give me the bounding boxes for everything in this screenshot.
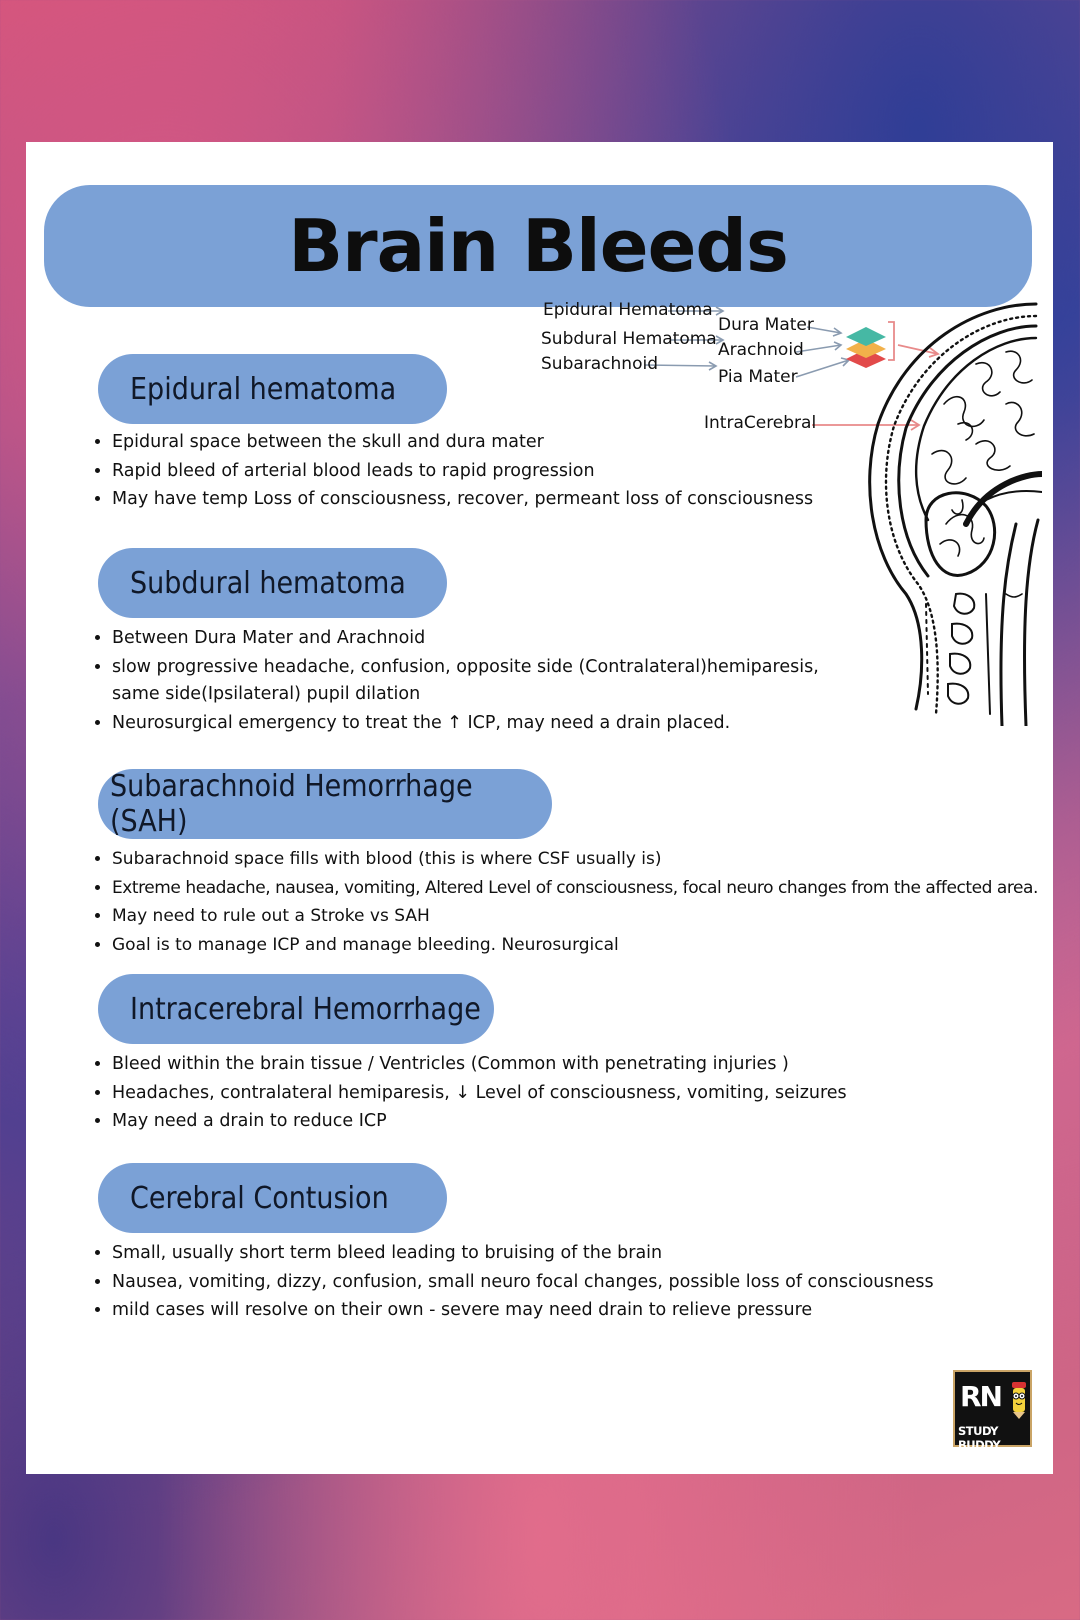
infographic-card — [26, 142, 1053, 1474]
logo-rn-text: RN — [960, 1380, 1001, 1413]
heading-subarachnoid-text: Subarachnoid Hemorrhage (SAH) — [110, 769, 473, 839]
list-item: • Bleed within the brain tissue / Ventricles (Common with penetrating injuries ) — [112, 1050, 1080, 1079]
heading-epidural-text: Epidural hematoma — [130, 371, 397, 407]
list-item: • mild cases will resolve on their own - severe may need drain to relieve pressure — [112, 1296, 1080, 1325]
list-item: • Extreme headache, nausea, vomiting, Altered Level of consciousness, focal neuro changes from the affected area. — [112, 874, 1080, 903]
pencil-mascot-icon — [1007, 1380, 1031, 1420]
list-item: • Neurosurgical emergency to treat the ↑ ICP, may need a drain placed. — [112, 709, 842, 738]
label-dura-mater: Dura Mater — [718, 315, 814, 335]
label-arachnoid: Arachnoid — [718, 340, 804, 360]
list-item: • Epidural space between the skull and dura mater — [112, 428, 1080, 457]
bullet-list-contusion — [86, 1239, 1080, 1325]
list-item: • May have temp Loss of consciousness, recover, permeant loss of consciousness — [112, 485, 1080, 514]
section-heading-contusion — [98, 1163, 447, 1233]
list-item: • Goal is to manage ICP and manage bleeding. Neurosurgical — [112, 931, 1080, 960]
list-item: • Small, usually short term bleed leading to bruising of the brain — [112, 1239, 1080, 1268]
list-item: • Headaches, contralateral hemiparesis, ↓ Level of consciousness, vomiting, seizures — [112, 1079, 1080, 1108]
label-intracerebral: IntraCerebral — [704, 413, 817, 433]
section-heading-subarachnoid — [98, 769, 552, 839]
rn-study-buddy-logo — [953, 1370, 1032, 1452]
list-item: • Between Dura Mater and Arachnoid — [112, 624, 842, 653]
heading-contusion-text: Cerebral Contusion — [130, 1180, 389, 1216]
bullet-list-epidural — [86, 428, 1080, 514]
page-title: Brain Bleeds — [288, 204, 788, 288]
label-epidural-hematoma: Epidural Hematoma — [543, 300, 713, 320]
label-subdural-hematoma: Subdural Hematoma — [541, 329, 717, 349]
list-item: • Nausea, vomiting, dizzy, confusion, small neuro focal changes, possible loss of consciousness — [112, 1268, 1080, 1297]
section-heading-subdural — [98, 548, 447, 618]
list-item: • May need a drain to reduce ICP — [112, 1107, 1080, 1136]
section-heading-epidural — [98, 354, 447, 424]
arrow-pia — [796, 360, 849, 377]
logo-study-buddy-text: STUDY BUDDY — [958, 1424, 1001, 1452]
heading-intracerebral-text: Intracerebral Hemorrhage — [130, 991, 481, 1027]
bullet-list-subarachnoid — [86, 845, 1080, 959]
list-item: • slow progressive headache, confusion, opposite side (Contralateral)hemiparesis, same side(Ipsilateral) pupil dilation — [112, 653, 842, 709]
label-subarachnoid: Subarachnoid — [541, 354, 658, 374]
section-heading-intracerebral — [98, 974, 494, 1044]
bullet-list-subdural — [86, 624, 842, 737]
heading-subdural-text: Subdural hematoma — [130, 565, 406, 601]
list-item: • Subarachnoid space fills with blood (this is where CSF usually is) — [112, 845, 1080, 874]
label-pia-mater: Pia Mater — [718, 367, 798, 387]
list-item: • Rapid bleed of arterial blood leads to rapid progression — [112, 457, 1080, 486]
list-item: • May need to rule out a Stroke vs SAH — [112, 902, 1080, 931]
bullet-list-intracerebral — [86, 1050, 1080, 1136]
